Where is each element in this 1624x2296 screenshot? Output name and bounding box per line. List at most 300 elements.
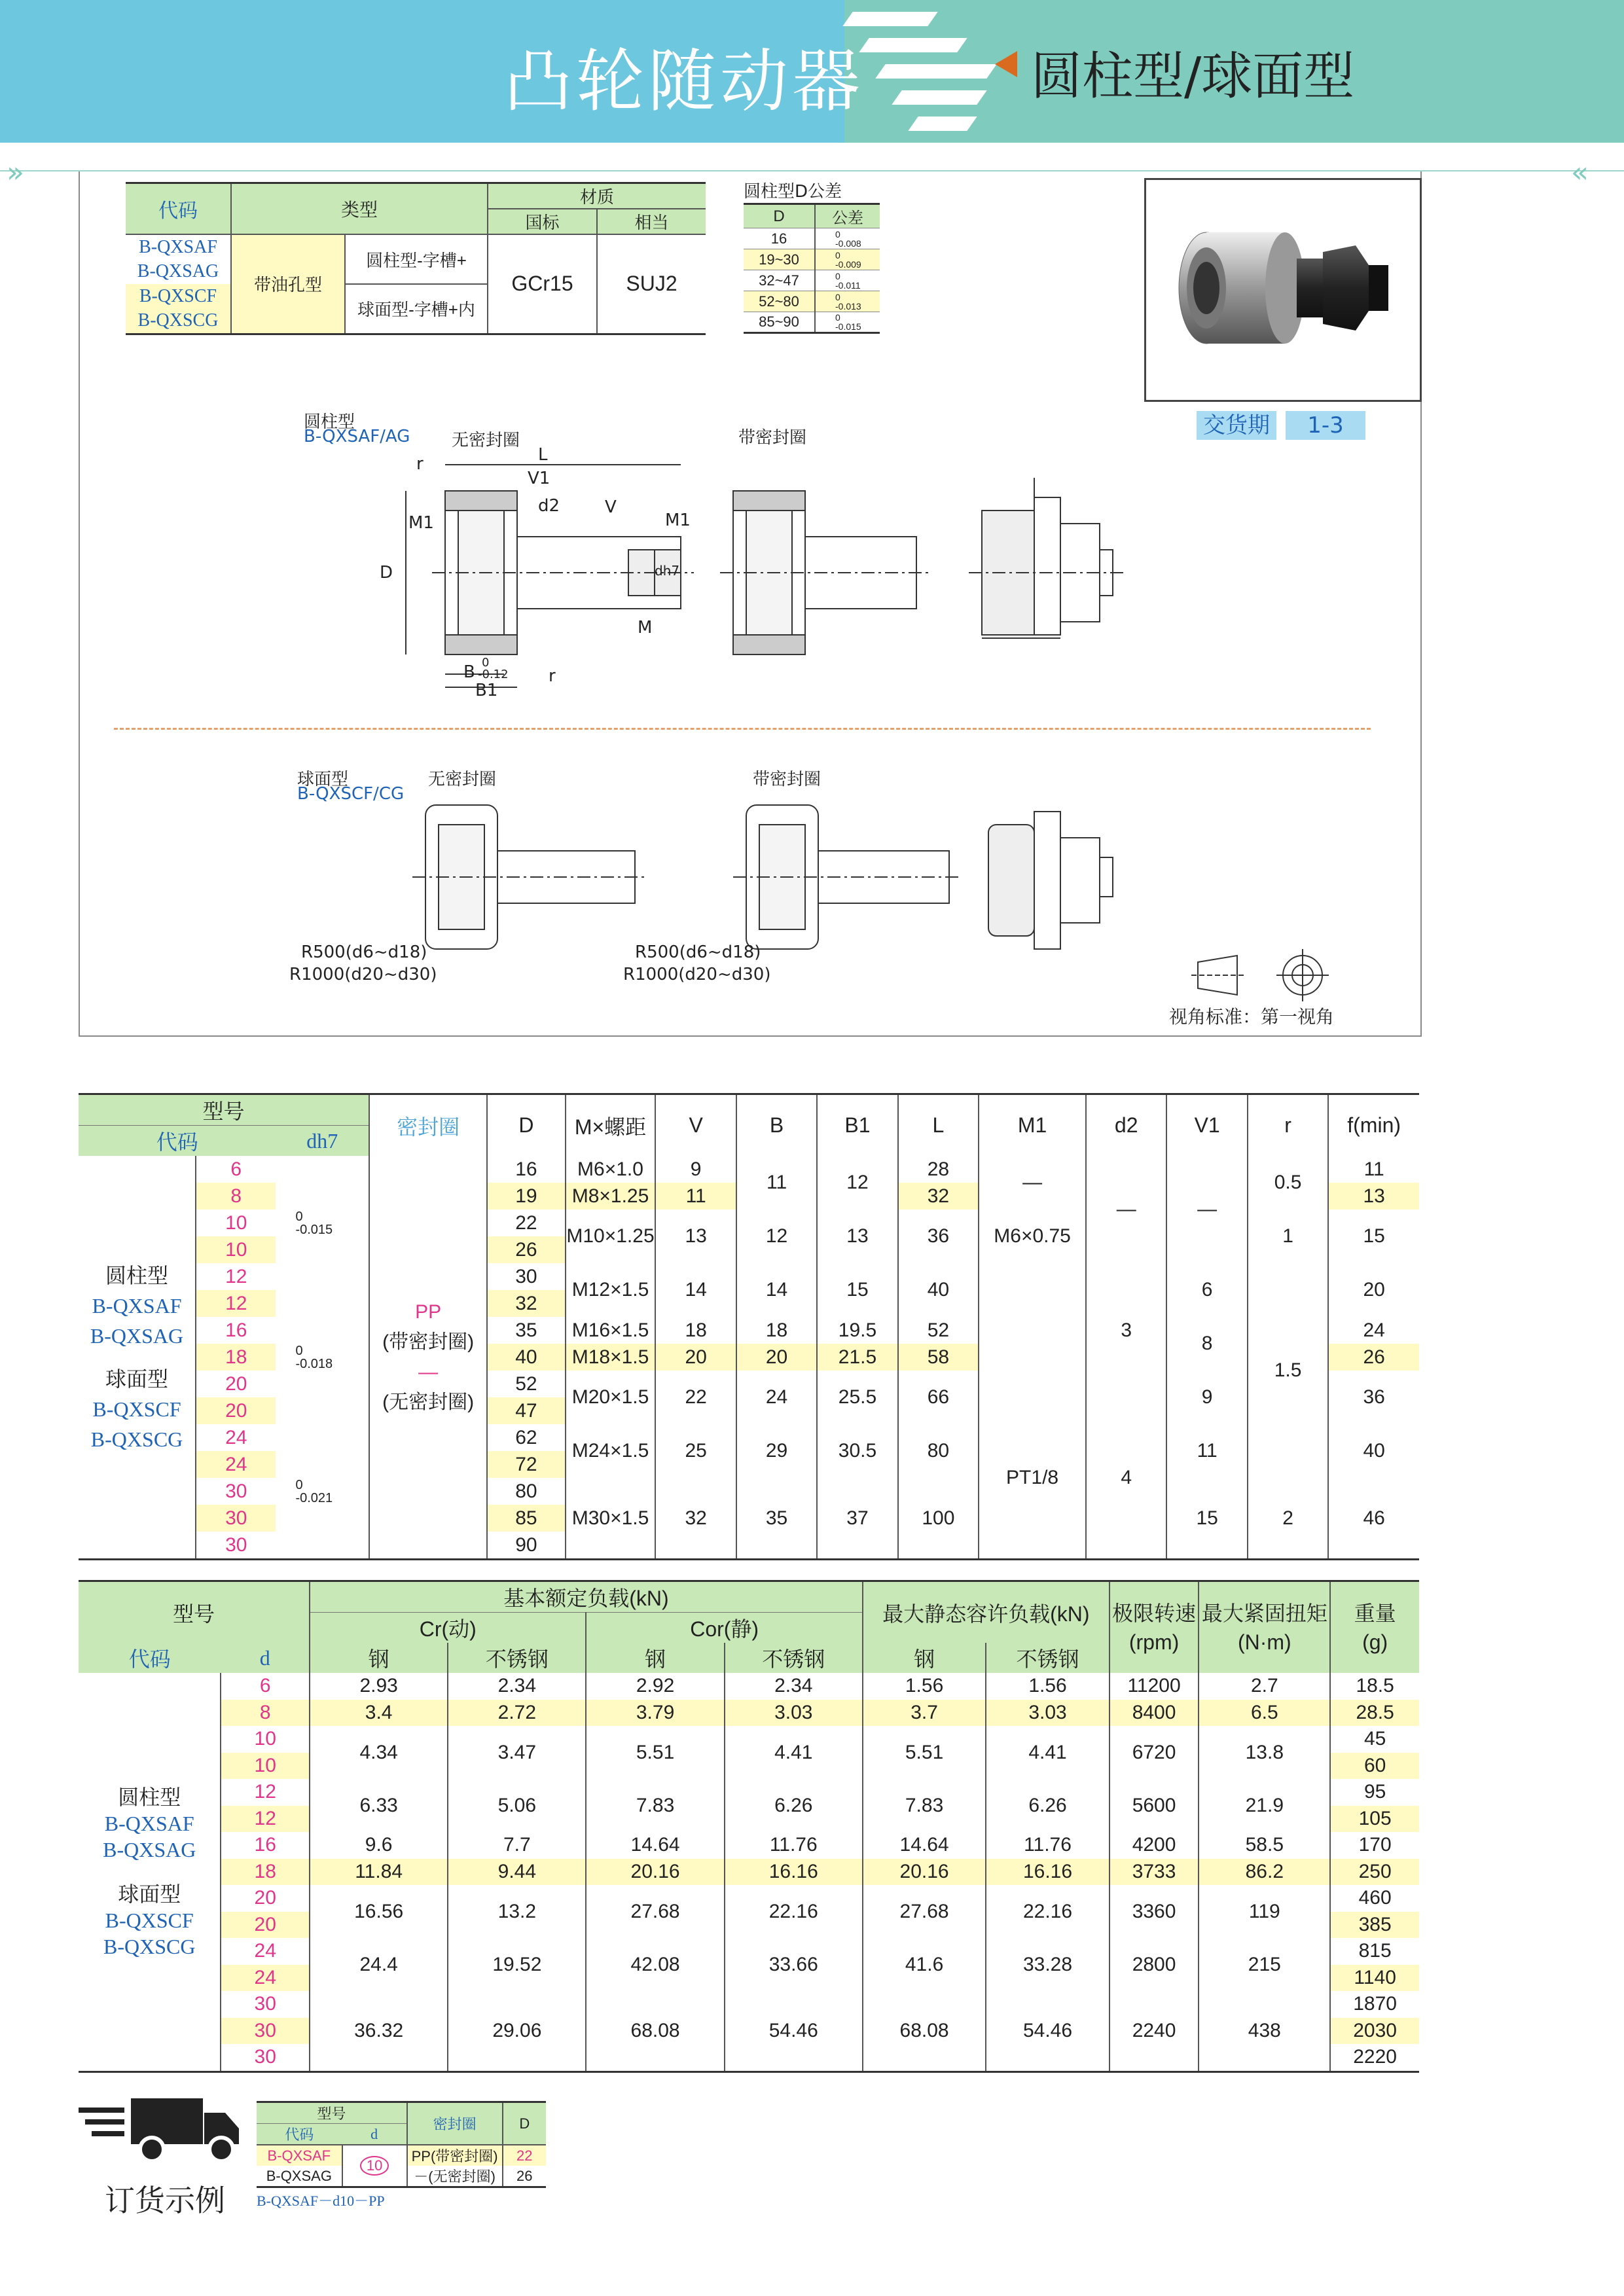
lt-val: 8400 bbox=[1110, 1700, 1199, 1727]
mt-code: B-QXSAF bbox=[126, 234, 231, 259]
lt-val: 54.46 bbox=[986, 1991, 1109, 2072]
lt-d: 10 bbox=[221, 1726, 310, 1753]
dt-d: 12 bbox=[196, 1263, 276, 1290]
lt-val: 16.56 bbox=[310, 1885, 448, 1938]
lt-val: 16.16 bbox=[986, 1859, 1109, 1886]
dt-B: 35 bbox=[736, 1478, 817, 1560]
lt-weight: 170 bbox=[1330, 1832, 1419, 1859]
dt-tol-upper: 0 bbox=[295, 1343, 303, 1358]
dt-L: 66 bbox=[898, 1371, 979, 1424]
lt-val: 22.16 bbox=[986, 1885, 1109, 1938]
sph-no-seal: 无密封圈 bbox=[428, 770, 497, 789]
lt-val: 54.46 bbox=[725, 1991, 863, 2072]
dt-f: 15 bbox=[1328, 1210, 1419, 1263]
dt-M: M20×1.5 bbox=[566, 1371, 656, 1424]
header-stripe bbox=[908, 117, 977, 131]
lt-code: B-QXSAG bbox=[103, 1837, 196, 1861]
dt-D: 80 bbox=[487, 1478, 565, 1505]
lt-d: 24 bbox=[221, 1938, 310, 1965]
dt-f: 40 bbox=[1328, 1424, 1419, 1478]
tol-lower: -0.013 bbox=[835, 300, 861, 312]
lt-h-torque-label: 最大紧固扭矩 bbox=[1201, 1601, 1327, 1625]
dt-B1: 21.5 bbox=[817, 1344, 897, 1371]
dt-V: 22 bbox=[655, 1371, 736, 1424]
dt-D: 62 bbox=[487, 1424, 565, 1451]
lt-val: 68.08 bbox=[863, 1991, 986, 2072]
dt-B: 14 bbox=[736, 1263, 817, 1317]
lt-val: 2.92 bbox=[586, 1673, 724, 1700]
lt-h-cor: Cor(静) bbox=[586, 1613, 862, 1643]
dt-f: 46 bbox=[1328, 1478, 1419, 1560]
dt-B: 29 bbox=[736, 1424, 817, 1478]
lt-h-sub: 不锈钢 bbox=[986, 1643, 1109, 1673]
dt-h-col: V1 bbox=[1166, 1094, 1247, 1157]
dim-M1-left: M1 bbox=[408, 513, 434, 533]
dt-d: 8 bbox=[196, 1183, 276, 1210]
lt-h-speed-unit: (rpm) bbox=[1128, 1630, 1180, 1654]
dt-B1: 30.5 bbox=[817, 1424, 897, 1478]
lt-weight: 18.5 bbox=[1330, 1673, 1419, 1700]
dt-d: 10 bbox=[196, 1236, 276, 1263]
dt-B: 11 bbox=[736, 1156, 817, 1210]
dt-f: 36 bbox=[1328, 1371, 1419, 1424]
dt-d: 6 bbox=[196, 1156, 276, 1183]
dt-d2: 3 bbox=[1086, 1263, 1166, 1397]
lt-type-labels bbox=[79, 1673, 221, 2072]
lt-val: 4200 bbox=[1110, 1832, 1199, 1859]
lt-val: 7.7 bbox=[448, 1832, 586, 1859]
dt-d: 16 bbox=[196, 1317, 276, 1344]
order-example: B-QXSAF－d10－PP bbox=[257, 2193, 385, 2209]
dt-V1: 15 bbox=[1166, 1478, 1247, 1560]
dt-tol bbox=[276, 1424, 369, 1560]
dt-V: 9 bbox=[655, 1156, 736, 1183]
tol-lower: -0.015 bbox=[835, 321, 861, 332]
lt-val: 215 bbox=[1199, 1938, 1330, 1991]
dt-type-labels bbox=[79, 1156, 196, 1560]
mt-equiv: SUJ2 bbox=[597, 234, 706, 334]
order-title: 订货示例 bbox=[105, 2183, 225, 2218]
dt-D: 19 bbox=[487, 1183, 565, 1210]
dt-D: 22 bbox=[487, 1210, 565, 1236]
tol-value bbox=[815, 249, 880, 270]
dt-code: B-QXSAG bbox=[90, 1323, 184, 1348]
lt-cyl: 圆柱型 bbox=[118, 1785, 181, 1809]
lt-val: 68.08 bbox=[586, 1991, 724, 2072]
dim-r: r bbox=[416, 454, 424, 474]
dim-M1-right: M1 bbox=[665, 511, 691, 530]
lt-val: 6.26 bbox=[986, 1779, 1109, 1832]
lt-val: 22.16 bbox=[725, 1885, 863, 1938]
truck-icon bbox=[79, 2094, 242, 2166]
lt-val: 2800 bbox=[1110, 1938, 1199, 1991]
dt-d: 20 bbox=[196, 1397, 276, 1424]
lt-weight: 45 bbox=[1330, 1726, 1419, 1753]
dt-B1: 37 bbox=[817, 1478, 897, 1560]
dt-code: B-QXSCG bbox=[90, 1427, 183, 1451]
dim-V1: V1 bbox=[528, 469, 550, 488]
dt-V: 13 bbox=[655, 1210, 736, 1263]
lt-weight: 460 bbox=[1330, 1885, 1419, 1912]
lt-d: 20 bbox=[221, 1885, 310, 1912]
lt-d: 12 bbox=[221, 1779, 310, 1806]
sph-code: B-QXSCF/CG bbox=[297, 784, 405, 804]
dashed-separator bbox=[114, 728, 1371, 730]
lt-val: 2.93 bbox=[310, 1673, 448, 1700]
dt-f: 11 bbox=[1328, 1156, 1419, 1183]
mt-cyl: 圆柱型-字槽+ bbox=[345, 234, 488, 284]
lt-val: 16.16 bbox=[725, 1859, 863, 1886]
dt-L: 36 bbox=[898, 1210, 979, 1263]
dt-B: 12 bbox=[736, 1210, 817, 1263]
lt-val: 13.2 bbox=[448, 1885, 586, 1938]
dt-h-col: B1 bbox=[817, 1094, 897, 1157]
lt-val: 4.34 bbox=[310, 1726, 448, 1779]
dt-B: 20 bbox=[736, 1344, 817, 1371]
dt-D: 32 bbox=[487, 1290, 565, 1317]
lt-val: 6.5 bbox=[1199, 1700, 1330, 1727]
lt-h-weight bbox=[1330, 1581, 1419, 1674]
dt-B1: 13 bbox=[817, 1210, 897, 1263]
dt-f: 24 bbox=[1328, 1317, 1419, 1344]
lt-weight: 60 bbox=[1330, 1753, 1419, 1780]
dt-d: 12 bbox=[196, 1290, 276, 1317]
lt-val: 11.76 bbox=[725, 1832, 863, 1859]
lt-val: 2.72 bbox=[448, 1700, 586, 1727]
lt-val: 3.47 bbox=[448, 1726, 586, 1779]
order-table bbox=[257, 2101, 546, 2188]
lt-val: 2.7 bbox=[1199, 1673, 1330, 1700]
tol-h-tol: 公差 bbox=[815, 204, 880, 228]
lt-val: 41.6 bbox=[863, 1938, 986, 1991]
dt-h-model: 型号 bbox=[79, 1094, 369, 1126]
dt-r: 1.5 bbox=[1248, 1263, 1328, 1478]
lt-h-weight-label: 重量 bbox=[1354, 1601, 1396, 1625]
dim-D: D bbox=[380, 563, 393, 583]
lt-val: 3.4 bbox=[310, 1700, 448, 1727]
lt-val: 21.9 bbox=[1199, 1779, 1330, 1832]
dim-L: L bbox=[538, 445, 548, 465]
dt-r: 2 bbox=[1248, 1478, 1328, 1560]
lt-val: 27.68 bbox=[863, 1885, 986, 1938]
lt-h-speed bbox=[1110, 1581, 1199, 1674]
dt-M1 bbox=[979, 1263, 1086, 1397]
dt-f: 20 bbox=[1328, 1263, 1419, 1317]
lt-val: 2.34 bbox=[448, 1673, 586, 1700]
dt-f: 26 bbox=[1328, 1344, 1419, 1371]
lt-h-model: 型号 bbox=[79, 1581, 310, 1643]
mt-gb: GCr15 bbox=[488, 234, 597, 334]
dt-tol-lower: -0.021 bbox=[295, 1490, 333, 1505]
lt-val: 6.26 bbox=[725, 1779, 863, 1832]
dt-B1: 12 bbox=[817, 1156, 897, 1210]
tol-d: 16 bbox=[744, 228, 815, 249]
mt-code: B-QXSAG bbox=[126, 259, 231, 284]
lt-h-torque-unit: (N·m) bbox=[1237, 1630, 1291, 1654]
tol-lower: -0.011 bbox=[835, 279, 861, 291]
dt-L: 52 bbox=[898, 1317, 979, 1344]
lt-val: 33.28 bbox=[986, 1938, 1109, 1991]
lt-val: 3.03 bbox=[725, 1700, 863, 1727]
tol-value bbox=[815, 291, 880, 312]
lt-val: 3.03 bbox=[986, 1700, 1109, 1727]
dt-d: 24 bbox=[196, 1424, 276, 1451]
lt-d: 16 bbox=[221, 1832, 310, 1859]
lt-d: 18 bbox=[221, 1859, 310, 1886]
ot-code: B-QXSAG bbox=[266, 2167, 332, 2184]
dt-V: 25 bbox=[655, 1424, 736, 1478]
dt-D: 85 bbox=[487, 1505, 565, 1532]
ot-h-model: 型号 bbox=[257, 2102, 407, 2124]
lt-val: 7.83 bbox=[863, 1779, 986, 1832]
sph-r500-b: R500(d6~d18) bbox=[635, 942, 761, 962]
header-stripe bbox=[892, 90, 986, 105]
dt-h-col: r bbox=[1248, 1094, 1328, 1157]
dt-h-code: 代码 bbox=[79, 1126, 276, 1157]
dim-d2: d2 bbox=[538, 496, 560, 516]
dt-D: 16 bbox=[487, 1156, 565, 1183]
triangle-icon bbox=[995, 51, 1017, 77]
lt-val: 33.66 bbox=[725, 1938, 863, 1991]
lt-weight: 1870 bbox=[1330, 1991, 1419, 2018]
lt-weight: 95 bbox=[1330, 1779, 1419, 1806]
dt-M: M18×1.5 bbox=[566, 1344, 656, 1371]
lt-val: 1.56 bbox=[863, 1673, 986, 1700]
lt-d: 30 bbox=[221, 2044, 310, 2072]
ot-h-d: d bbox=[342, 2124, 407, 2145]
dt-D: 90 bbox=[487, 1532, 565, 1560]
lt-code: B-QXSAF bbox=[104, 1811, 194, 1835]
mt-h-type: 类型 bbox=[231, 183, 488, 235]
material-table bbox=[126, 182, 706, 335]
dt-d: 10 bbox=[196, 1210, 276, 1236]
page-title: 凸轮随动器 bbox=[504, 41, 865, 121]
dt-d: 20 bbox=[196, 1371, 276, 1397]
mt-h-material: 材质 bbox=[488, 183, 706, 209]
tol-upper: 0 bbox=[835, 228, 840, 240]
sph-with-seal: 带密封圈 bbox=[753, 770, 821, 789]
dt-V1: 11 bbox=[1166, 1424, 1247, 1478]
dt-tol-upper: 0 bbox=[295, 1209, 303, 1224]
delivery-value: 1-3 bbox=[1286, 411, 1365, 440]
dim-r-bottom: r bbox=[549, 666, 556, 686]
cyl-no-seal: 无密封圈 bbox=[452, 431, 520, 450]
dt-h-col: M1 bbox=[979, 1094, 1086, 1157]
dt-tol bbox=[276, 1156, 369, 1290]
mt-code: B-QXSCF bbox=[126, 284, 231, 309]
dt-D: 30 bbox=[487, 1263, 565, 1290]
tol-upper: 0 bbox=[835, 249, 840, 260]
dt-L: 58 bbox=[898, 1344, 979, 1371]
lt-val: 3.7 bbox=[863, 1700, 986, 1727]
ot-D: 26 bbox=[503, 2166, 546, 2187]
lt-h-sub: 不锈钢 bbox=[725, 1643, 863, 1673]
mt-h-gb: 国标 bbox=[488, 209, 597, 234]
lt-val: 20.16 bbox=[586, 1859, 724, 1886]
lt-val: 13.8 bbox=[1199, 1726, 1330, 1779]
sph-r500-a: R500(d6~d18) bbox=[301, 942, 427, 962]
dt-B1: 19.5 bbox=[817, 1317, 897, 1344]
dim-B: B bbox=[463, 662, 475, 682]
load-table bbox=[79, 1580, 1419, 2073]
lt-weight: 815 bbox=[1330, 1938, 1419, 1965]
dt-M: M16×1.5 bbox=[566, 1317, 656, 1344]
lt-val: 1.56 bbox=[986, 1673, 1109, 1700]
dt-d2: — bbox=[1086, 1156, 1166, 1263]
dt-cyl: 圆柱型 bbox=[105, 1263, 169, 1287]
lt-d: 12 bbox=[221, 1806, 310, 1833]
dt-tol-lower: -0.015 bbox=[295, 1222, 333, 1237]
lt-val: 119 bbox=[1199, 1885, 1330, 1938]
lt-h-d: d bbox=[221, 1643, 310, 1673]
dt-B: 18 bbox=[736, 1317, 817, 1344]
tol-upper: 0 bbox=[835, 291, 840, 302]
lt-h-code: 代码 bbox=[79, 1643, 221, 1673]
dt-M1: PT1/8 bbox=[979, 1397, 1086, 1560]
header-stripe bbox=[875, 64, 996, 79]
sph-r1000-a: R1000(d20~d30) bbox=[289, 965, 437, 984]
lt-val: 24.4 bbox=[310, 1938, 448, 1991]
tol-title: 圆柱型D公差 bbox=[744, 182, 842, 202]
lt-d: 30 bbox=[221, 1991, 310, 2018]
dt-f: 13 bbox=[1328, 1183, 1419, 1210]
dt-d: 30 bbox=[196, 1478, 276, 1505]
dt-M: M30×1.5 bbox=[566, 1478, 656, 1560]
ot-D: 22 bbox=[503, 2145, 546, 2166]
product-photo bbox=[1144, 178, 1422, 402]
dt-V: 18 bbox=[655, 1317, 736, 1344]
dt-h-col: L bbox=[898, 1094, 979, 1157]
dt-d: 18 bbox=[196, 1344, 276, 1371]
dt-L: 28 bbox=[898, 1156, 979, 1183]
dt-M: M6×1.0 bbox=[566, 1156, 656, 1183]
sph-label: 球面型 bbox=[297, 770, 349, 789]
lt-val: 58.5 bbox=[1199, 1832, 1330, 1859]
dt-h-col: d2 bbox=[1086, 1094, 1166, 1157]
mt-oil-hole: 带油孔型 bbox=[231, 234, 345, 334]
tol-d: 52~80 bbox=[744, 291, 815, 312]
dt-V: 32 bbox=[655, 1478, 736, 1560]
dt-M1: M6×0.75 bbox=[979, 1210, 1086, 1263]
lt-weight: 1140 bbox=[1330, 1965, 1419, 1992]
dt-D: 47 bbox=[487, 1397, 565, 1424]
dt-M: M10×1.25 bbox=[566, 1210, 656, 1263]
dt-M: M12×1.5 bbox=[566, 1263, 656, 1317]
tol-value bbox=[815, 270, 880, 291]
lt-d: 30 bbox=[221, 2018, 310, 2045]
ot-d-value: 10 bbox=[360, 2156, 389, 2176]
lt-val: 3360 bbox=[1110, 1885, 1199, 1938]
tol-h-d: D bbox=[744, 204, 815, 228]
lt-h-static: 最大静态容许负载(kN) bbox=[863, 1581, 1110, 1643]
lt-val: 5.51 bbox=[586, 1726, 724, 1779]
lt-d: 24 bbox=[221, 1965, 310, 1992]
ot-h-seal: 密封圈 bbox=[407, 2102, 503, 2145]
dt-D: 72 bbox=[487, 1451, 565, 1478]
lt-val: 20.16 bbox=[863, 1859, 986, 1886]
lt-val: 4.41 bbox=[986, 1726, 1109, 1779]
lt-weight: 2030 bbox=[1330, 2018, 1419, 2045]
lt-val: 2240 bbox=[1110, 1991, 1199, 2072]
lt-d: 6 bbox=[221, 1673, 310, 1700]
lt-code: B-QXSCG bbox=[103, 1934, 196, 1958]
lt-h-cr: Cr(动) bbox=[310, 1613, 586, 1643]
dt-B: 24 bbox=[736, 1371, 817, 1424]
lt-val: 14.64 bbox=[863, 1832, 986, 1859]
dt-h-col: D bbox=[487, 1094, 565, 1157]
lt-val: 86.2 bbox=[1199, 1859, 1330, 1886]
lt-val: 5.06 bbox=[448, 1779, 586, 1832]
lt-val: 29.06 bbox=[448, 1991, 586, 2072]
lt-val: 3733 bbox=[1110, 1859, 1199, 1886]
lt-weight: 250 bbox=[1330, 1859, 1419, 1886]
lt-code: B-QXSCF bbox=[105, 1908, 194, 1932]
dt-d: 30 bbox=[196, 1532, 276, 1560]
lt-d: 8 bbox=[221, 1700, 310, 1727]
lt-h-sub: 钢 bbox=[863, 1643, 986, 1673]
dt-D: 26 bbox=[487, 1236, 565, 1263]
sph-r1000-b: R1000(d20~d30) bbox=[623, 965, 771, 984]
lt-val: 6.33 bbox=[310, 1779, 448, 1832]
lt-val: 3.79 bbox=[586, 1700, 724, 1727]
dt-seal bbox=[369, 1156, 487, 1560]
chevron-left-icon: « bbox=[1571, 156, 1589, 189]
cyl-with-seal: 带密封圈 bbox=[738, 428, 807, 448]
page-header bbox=[0, 0, 1624, 143]
dim-V: V bbox=[605, 497, 617, 517]
header-stripe bbox=[859, 38, 967, 52]
ot-h-code: 代码 bbox=[257, 2124, 342, 2145]
mt-code: B-QXSCG bbox=[126, 309, 231, 334]
dim-M: M bbox=[638, 618, 653, 637]
lt-h-sub: 钢 bbox=[586, 1643, 724, 1673]
dim-dh7: dh7 bbox=[655, 563, 680, 579]
lt-val: 11200 bbox=[1110, 1673, 1199, 1700]
ot-seal2: －(无密封圈) bbox=[407, 2166, 503, 2187]
page-subtitle: 圆柱型/球面型 bbox=[1031, 47, 1355, 106]
dt-L: 32 bbox=[898, 1183, 979, 1210]
lt-h-sub: 钢 bbox=[310, 1643, 448, 1673]
ot-d bbox=[342, 2145, 407, 2187]
dt-D: 40 bbox=[487, 1344, 565, 1371]
ot-h-D: D bbox=[503, 2102, 546, 2145]
tol-lower: -0.009 bbox=[835, 259, 861, 270]
dt-d: 24 bbox=[196, 1451, 276, 1478]
dt-code: B-QXSCF bbox=[92, 1397, 181, 1421]
lt-sph: 球面型 bbox=[118, 1882, 181, 1906]
dt-B1: 25.5 bbox=[817, 1371, 897, 1424]
lt-val: 11.84 bbox=[310, 1859, 448, 1886]
lt-val: 11.76 bbox=[986, 1832, 1109, 1859]
ot-seal1: PP(带密封圈) bbox=[407, 2145, 503, 2166]
dt-d2: 4 bbox=[1086, 1397, 1166, 1560]
ot-code: B-QXSAF bbox=[257, 2145, 342, 2166]
dt-seal-pp: PP bbox=[415, 1300, 442, 1323]
mt-h-code: 代码 bbox=[126, 183, 231, 235]
lt-val: 14.64 bbox=[586, 1832, 724, 1859]
cyl-label: 圆柱型 bbox=[304, 412, 355, 432]
view-standard: 视角标准：第一视角 bbox=[1169, 1006, 1335, 1028]
tol-lower: -0.008 bbox=[835, 238, 861, 249]
first-angle-view-icon bbox=[1185, 949, 1342, 1001]
dt-V1: 9 bbox=[1166, 1371, 1247, 1424]
dt-tol bbox=[276, 1290, 369, 1424]
dt-M: M8×1.25 bbox=[566, 1183, 656, 1210]
tol-d: 32~47 bbox=[744, 270, 815, 291]
lt-val: 5600 bbox=[1110, 1779, 1199, 1832]
dt-V: 11 bbox=[655, 1183, 736, 1210]
lt-val: 2.34 bbox=[725, 1673, 863, 1700]
